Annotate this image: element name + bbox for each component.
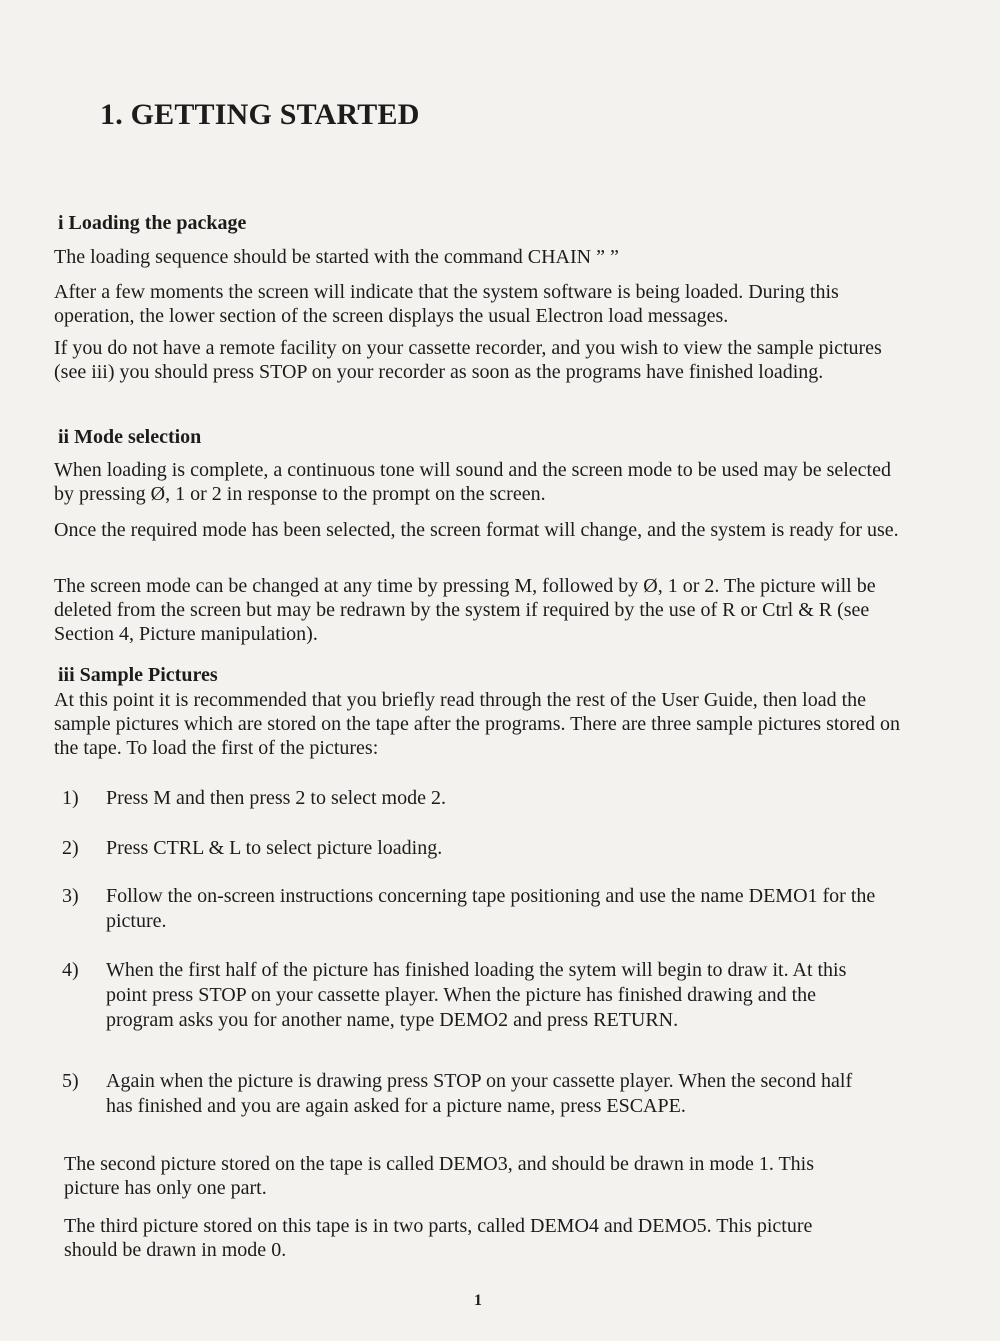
section-heading-loading: i Loading the package xyxy=(58,212,247,234)
section-heading-mode: ii Mode selection xyxy=(58,426,202,448)
step-text: Follow the on-screen instructions concerning tape positioning and use the name DEMO1 for the picture. xyxy=(106,885,876,932)
step-number: 4) xyxy=(62,959,79,981)
list-item xyxy=(62,884,882,934)
samples-paragraph-demo4: The third picture stored on this tape is in two parts, called DEMO4 and DEMO5. This picture should be drawn in mode 0. xyxy=(64,1215,813,1261)
step-text: Again when the picture is drawing press STOP on your cassette player. When the second half has finished and you are again asked for a picture name, press ESCAPE. xyxy=(106,1070,853,1117)
mode-paragraph-2: Once the required mode has been selected, the screen format will change, and the system is ready for use. xyxy=(54,519,899,541)
samples-paragraph-demo3: The second picture stored on the tape is called DEMO3, and should be drawn in mode 1. This picture has only one part. xyxy=(64,1153,815,1199)
loading-paragraph-3: If you do not have a remote facility on your cassette recorder, and you wish to view the sample pictures (see iii) you should press STOP on your recorder as soon as the programs have finished loading. xyxy=(54,337,882,383)
step-text: When the first half of the picture has finished loading the sytem will begin to draw it. At this point press STOP on your cassette player. When the picture has finished drawing and the program asks you for another name, type DEMO2 and press RETURN. xyxy=(106,959,847,1031)
page-title: 1. GETTING STARTED xyxy=(100,98,420,131)
section-heading-samples: iii Sample Pictures xyxy=(58,664,218,686)
page-number: 1 xyxy=(474,1292,482,1309)
step-text: Press M and then press 2 to select mode 2. xyxy=(106,787,446,809)
list-item xyxy=(62,786,882,811)
loading-paragraph-2: After a few moments the screen will indicate that the system software is being loaded. During this operation, the lower section of the screen displays the usual Electron load messages. xyxy=(54,281,839,327)
loading-paragraph-1: The loading sequence should be started with the command CHAIN ” ” xyxy=(54,246,619,268)
list-item xyxy=(62,1069,882,1119)
step-number: 2) xyxy=(62,837,79,859)
mode-paragraph-3: The screen mode can be changed at any time by pressing M, followed by Ø, 1 or 2. The picture will be deleted from the screen but may be redrawn by the system if required by the use of R or Ctrl & R (see Section 4, Picture manipulation). xyxy=(54,575,876,645)
step-number: 1) xyxy=(62,787,79,809)
step-number: 5) xyxy=(62,1070,79,1092)
list-item xyxy=(62,836,882,861)
step-number: 3) xyxy=(62,885,79,907)
samples-intro: At this point it is recommended that you briefly read through the rest of the User Guide, then load the sample pictures which are stored on the tape after the programs. There are three sample pictures stored on the tape. To load the first of the pictures: xyxy=(54,689,900,759)
mode-paragraph-1: When loading is complete, a continuous tone will sound and the screen mode to be used may be selected by pressing Ø, 1 or 2 in response to the prompt on the screen. xyxy=(54,459,891,505)
step-text: Press CTRL & L to select picture loading. xyxy=(106,837,443,859)
list-item xyxy=(62,958,882,1033)
